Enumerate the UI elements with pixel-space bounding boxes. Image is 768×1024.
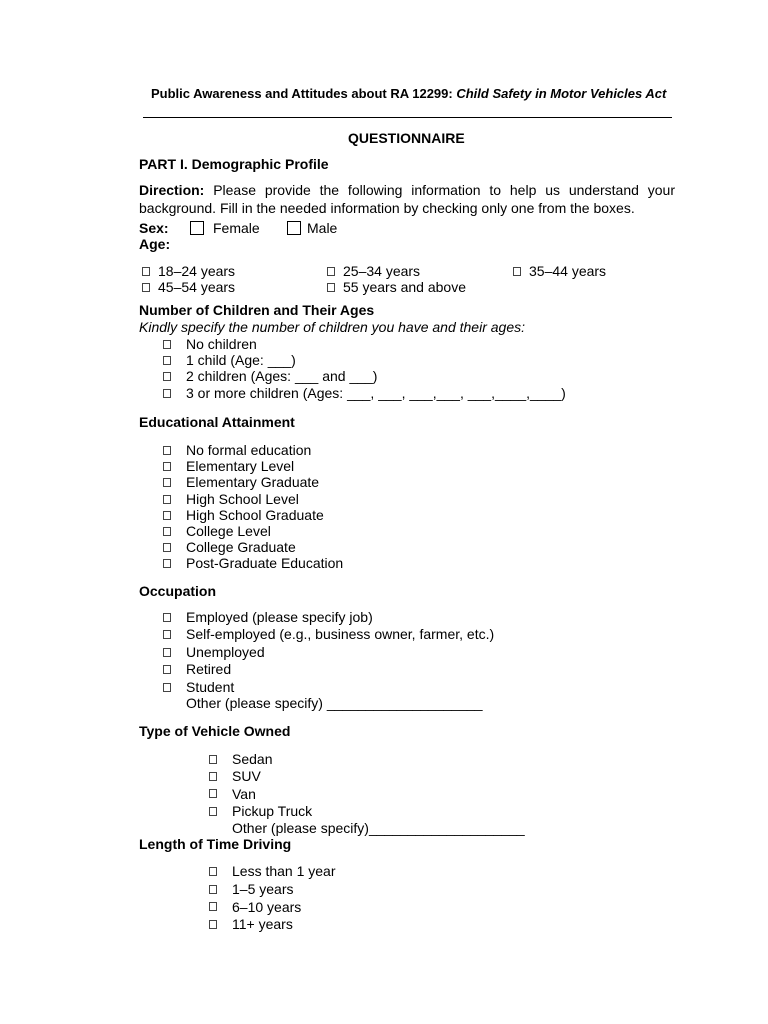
part1-heading: PART I. Demographic Profile [139,156,329,172]
occupation-checkbox[interactable] [163,613,171,622]
sex-label: Sex: [139,220,169,236]
education-checkbox[interactable] [163,511,171,520]
age-checkbox[interactable] [142,283,150,292]
education-checkbox[interactable] [163,478,171,487]
education-option: Post-Graduate Education [186,555,344,571]
driving-checkbox[interactable] [209,867,217,876]
children-option: No children [186,336,257,352]
sex-male-label: Male [307,220,338,236]
education-option: No formal education [186,442,312,458]
direction-paragraph [139,181,675,217]
age-option: 18–24 years [158,263,236,279]
education-checkbox[interactable] [163,446,171,455]
occupation-option: Self-employed (e.g., business owner, farmer, etc.) [186,626,495,642]
title-main: Public Awareness and Attitudes about RA 12299: [151,86,457,101]
occupation-checkbox[interactable] [163,630,171,639]
age-option: 45–54 years [158,279,236,295]
vehicle-option: Van [232,786,256,802]
direction-text: Please provide the following information to help us understand your background. Fill in the needed information by checking only one from the boxes. [139,182,675,216]
children-option: 3 or more children (Ages: ___, ___, ___,___, ___,____,____) [186,385,566,401]
age-checkbox[interactable] [513,267,521,276]
children-option: 1 child (Age: ___) [186,352,296,368]
education-option: High School Level [186,491,299,507]
driving-checkbox[interactable] [209,885,217,894]
children-checkbox[interactable] [163,372,171,381]
children-checkbox[interactable] [163,389,171,398]
education-checkbox[interactable] [163,462,171,471]
children-heading: Number of Children and Their Ages [139,302,375,318]
occupation-option: Employed (please specify job) [186,609,373,625]
education-option: College Graduate [186,539,296,555]
vehicle-heading: Type of Vehicle Owned [139,723,291,739]
sex-female-label: Female [213,220,260,236]
age-checkbox[interactable] [327,267,335,276]
occupation-option: Unemployed [186,644,265,660]
driving-option: Less than 1 year [232,863,336,879]
sex-female-checkbox[interactable] [190,221,204,235]
title-italic: Child Safety in Motor Vehicles Act [456,86,667,101]
vehicle-checkbox[interactable] [209,755,217,764]
education-option: Elementary Graduate [186,474,320,490]
children-checkbox[interactable] [163,356,171,365]
occupation-checkbox[interactable] [163,648,171,657]
education-option: College Level [186,523,271,539]
education-option: Elementary Level [186,458,295,474]
education-checkbox[interactable] [163,527,171,536]
driving-option: 6–10 years [232,899,302,915]
children-instruction: Kindly specify the number of children you have and their ages: [139,319,526,335]
direction-label: Direction: [139,182,205,198]
driving-option: 11+ years [232,916,293,932]
age-option: 25–34 years [343,263,421,279]
vehicle-checkbox[interactable] [209,772,217,781]
driving-option: 1–5 years [232,881,294,897]
education-checkbox[interactable] [163,495,171,504]
occupation-other[interactable]: Other (please specify) ____________________ [186,695,483,711]
age-checkbox[interactable] [142,267,150,276]
age-option: 35–44 years [529,263,607,279]
occupation-checkbox[interactable] [163,683,171,692]
occupation-checkbox[interactable] [163,665,171,674]
vehicle-checkbox[interactable] [209,807,217,816]
children-checkbox[interactable] [163,340,171,349]
education-checkbox[interactable] [163,559,171,568]
children-option: 2 children (Ages: ___ and ___) [186,368,378,384]
age-checkbox[interactable] [327,283,335,292]
vehicle-option: SUV [232,768,261,784]
education-option: High School Graduate [186,507,324,523]
education-checkbox[interactable] [163,543,171,552]
age-label: Age: [139,236,171,252]
vehicle-checkbox[interactable] [209,789,217,798]
occupation-option: Retired [186,661,232,677]
driving-heading: Length of Time Driving [139,836,292,852]
education-heading: Educational Attainment [139,414,295,430]
vehicle-option: Pickup Truck [232,803,313,819]
driving-checkbox[interactable] [209,902,217,911]
occupation-option: Student [186,679,235,695]
occupation-heading: Occupation [139,583,217,599]
questionnaire-heading: QUESTIONNAIRE [348,130,465,146]
document-title [151,86,666,102]
title-rule [143,117,672,118]
age-option: 55 years and above [343,279,466,295]
vehicle-option: Sedan [232,751,273,767]
sex-male-checkbox[interactable] [287,221,301,235]
driving-checkbox[interactable] [209,920,217,929]
vehicle-other[interactable]: Other (please specify)____________________ [232,820,525,836]
